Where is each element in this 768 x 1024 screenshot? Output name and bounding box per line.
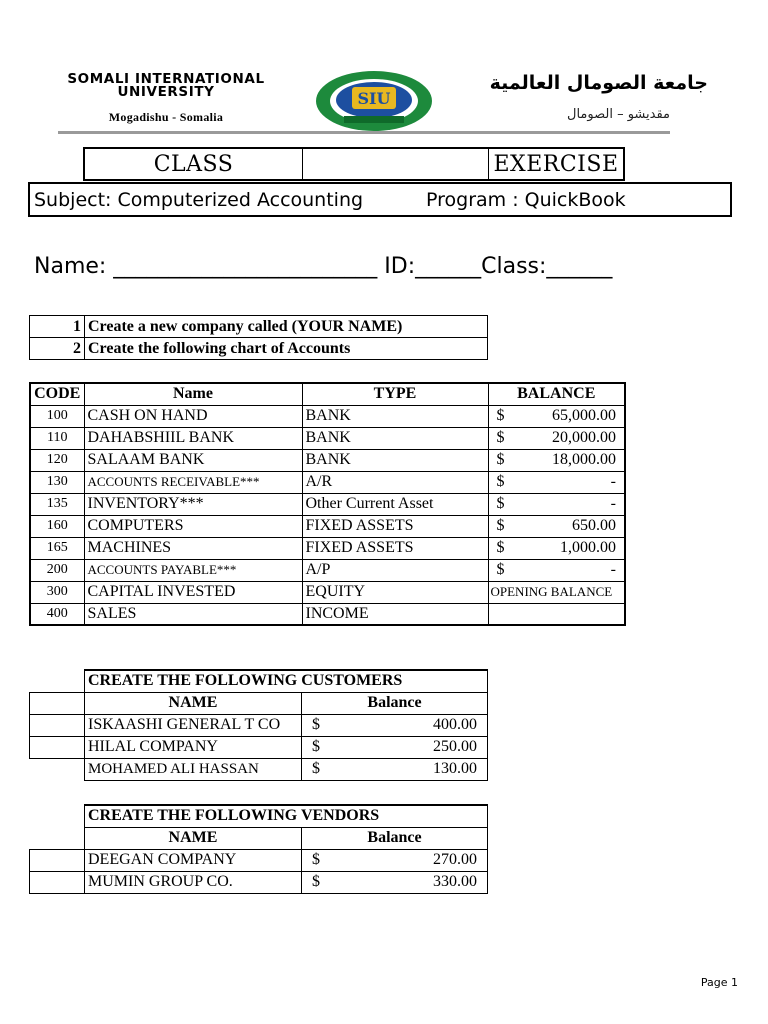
student-info-line: Name: ________________________ ID:______Class:______	[34, 254, 613, 279]
currency-symbol: $	[496, 429, 505, 446]
currency-symbol: $	[496, 473, 505, 490]
logo-text: SIU	[357, 89, 391, 108]
customer-row-balance	[302, 736, 488, 758]
account-name: MACHINES	[84, 537, 302, 559]
subject-bar	[28, 182, 732, 217]
balance-amount: 270.00	[433, 851, 477, 868]
account-row	[30, 515, 625, 537]
currency-symbol: $	[496, 539, 505, 556]
customer-row-name: ISKAASHI GENERAL T CO	[85, 714, 302, 736]
subject-text: Subject: Computerized Accounting	[34, 189, 364, 211]
balance-amount: 650.00	[572, 517, 616, 534]
vendor-row	[30, 849, 488, 871]
account-balance	[488, 427, 625, 449]
account-balance	[488, 559, 625, 581]
balance-amount: 18,000.00	[552, 451, 616, 468]
account-code: 160	[30, 515, 84, 537]
account-type: BANK	[302, 405, 488, 427]
account-code: 300	[30, 581, 84, 603]
account-type: FIXED ASSETS	[302, 515, 488, 537]
account-name: SALES	[84, 603, 302, 625]
currency-symbol: $	[496, 561, 505, 578]
table-header-row	[30, 383, 625, 405]
account-code: 400	[30, 603, 84, 625]
balance-amount: 250.00	[433, 738, 477, 755]
balance-amount: 130.00	[433, 760, 477, 777]
account-type: BANK	[302, 449, 488, 471]
account-row	[30, 493, 625, 515]
account-type: BANK	[302, 427, 488, 449]
balance-amount: 330.00	[433, 873, 477, 890]
customers-header-row	[30, 692, 488, 714]
university-name-en: SOMALI INTERNATIONAL	[67, 71, 265, 87]
step-row	[30, 338, 488, 360]
customers-title-row	[30, 670, 488, 692]
account-balance	[488, 493, 625, 515]
page-number: Page 1	[700, 976, 738, 989]
vendor-row	[30, 871, 488, 893]
class-blank-cell	[303, 149, 489, 179]
account-name: ACCOUNTS RECEIVABLE***	[84, 471, 302, 493]
currency-symbol: $	[312, 716, 320, 733]
customers-title: CREATE THE FOLLOWING CUSTOMERS	[85, 670, 488, 692]
step-text: Create a new company called (YOUR NAME)	[85, 316, 488, 338]
account-code: 130	[30, 471, 84, 493]
customer-row-name: HILAL COMPANY	[85, 736, 302, 758]
vendor-row-balance	[302, 871, 488, 893]
currency-symbol: $	[496, 517, 505, 534]
header-name: Name	[84, 383, 302, 405]
account-balance	[488, 515, 625, 537]
account-row	[30, 449, 625, 471]
balance-amount: 400.00	[433, 716, 477, 733]
customers-table	[29, 669, 488, 781]
customer-row	[30, 714, 488, 736]
university-city-en: Mogadishu - Somalia	[108, 110, 224, 124]
account-balance	[488, 581, 625, 603]
vendor-row-name: MUMIN GROUP CO.	[85, 871, 302, 893]
vendor-row-balance	[302, 849, 488, 871]
chart-of-accounts-table	[29, 382, 626, 626]
header-rule	[58, 131, 670, 134]
customers-header-name: NAME	[85, 692, 302, 714]
class-bar	[83, 147, 625, 181]
account-code: 110	[30, 427, 84, 449]
account-balance	[488, 405, 625, 427]
vendors-header-name: NAME	[85, 827, 302, 849]
account-code: 135	[30, 493, 84, 515]
account-name: CAPITAL INVESTED	[84, 581, 302, 603]
balance-amount: 20,000.00	[552, 429, 616, 446]
account-row	[30, 603, 625, 625]
university-name-ar: جامعة الصومال العالمية	[489, 72, 708, 94]
customer-row	[30, 758, 488, 780]
account-balance	[488, 449, 625, 471]
header-type: TYPE	[302, 383, 488, 405]
account-balance	[488, 537, 625, 559]
balance-amount: 65,000.00	[552, 407, 616, 424]
account-type: INCOME	[302, 603, 488, 625]
account-row	[30, 427, 625, 449]
step-number: 1	[30, 316, 85, 338]
account-balance	[488, 471, 625, 493]
vendors-title-row	[30, 805, 488, 827]
account-type: FIXED ASSETS	[302, 537, 488, 559]
account-row	[30, 405, 625, 427]
customer-row	[30, 736, 488, 758]
balance-amount: -	[610, 473, 616, 490]
account-row	[30, 537, 625, 559]
currency-symbol: $	[312, 851, 320, 868]
header-code: CODE	[30, 383, 84, 405]
account-name: COMPUTERS	[84, 515, 302, 537]
currency-symbol: $	[496, 407, 505, 424]
vendors-title: CREATE THE FOLLOWING VENDORS	[85, 805, 488, 827]
account-row	[30, 581, 625, 603]
program-text: Program : QuickBook	[426, 189, 626, 211]
account-name: ACCOUNTS PAYABLE***	[84, 559, 302, 581]
university-logo	[314, 70, 434, 132]
account-name: SALAAM BANK	[84, 449, 302, 471]
account-type: Other Current Asset	[302, 493, 488, 515]
balance-amount: 1,000.00	[560, 539, 616, 556]
university-name-en-line2: UNIVERSITY	[117, 84, 215, 100]
account-type: A/R	[302, 471, 488, 493]
exercise-label: EXERCISE	[493, 151, 619, 177]
account-name: CASH ON HAND	[84, 405, 302, 427]
customer-row-name: MOHAMED ALI HASSAN	[85, 758, 302, 780]
account-code: 100	[30, 405, 84, 427]
account-name: INVENTORY***	[84, 493, 302, 515]
account-row	[30, 559, 625, 581]
vendors-header-row	[30, 827, 488, 849]
currency-symbol: $	[312, 760, 320, 777]
balance-amount: -	[610, 495, 616, 512]
vendors-header-balance: Balance	[302, 827, 488, 849]
currency-symbol: $	[496, 451, 505, 468]
balance-amount: OPENING BALANCE	[490, 584, 613, 599]
vendor-row-name: DEEGAN COMPANY	[85, 849, 302, 871]
balance-amount: -	[610, 561, 616, 578]
account-code: 200	[30, 559, 84, 581]
account-type: EQUITY	[302, 581, 488, 603]
steps-table	[29, 315, 488, 360]
step-number: 2	[30, 338, 85, 360]
currency-symbol: $	[312, 873, 320, 890]
account-type: A/P	[302, 559, 488, 581]
customer-row-balance	[302, 714, 488, 736]
account-balance	[488, 603, 625, 625]
class-label: CLASS	[85, 149, 303, 179]
account-row	[30, 471, 625, 493]
university-city-ar: مقديشو – الصومال	[567, 107, 670, 122]
account-name: DAHABSHIIL BANK	[84, 427, 302, 449]
customer-row-balance	[302, 758, 488, 780]
step-row	[30, 316, 488, 338]
vendors-table	[29, 804, 488, 894]
account-code: 165	[30, 537, 84, 559]
account-code: 120	[30, 449, 84, 471]
currency-symbol: $	[312, 738, 320, 755]
customers-header-balance: Balance	[302, 692, 488, 714]
header-balance: BALANCE	[488, 383, 625, 405]
currency-symbol: $	[496, 495, 505, 512]
step-text: Create the following chart of Accounts	[85, 338, 488, 360]
